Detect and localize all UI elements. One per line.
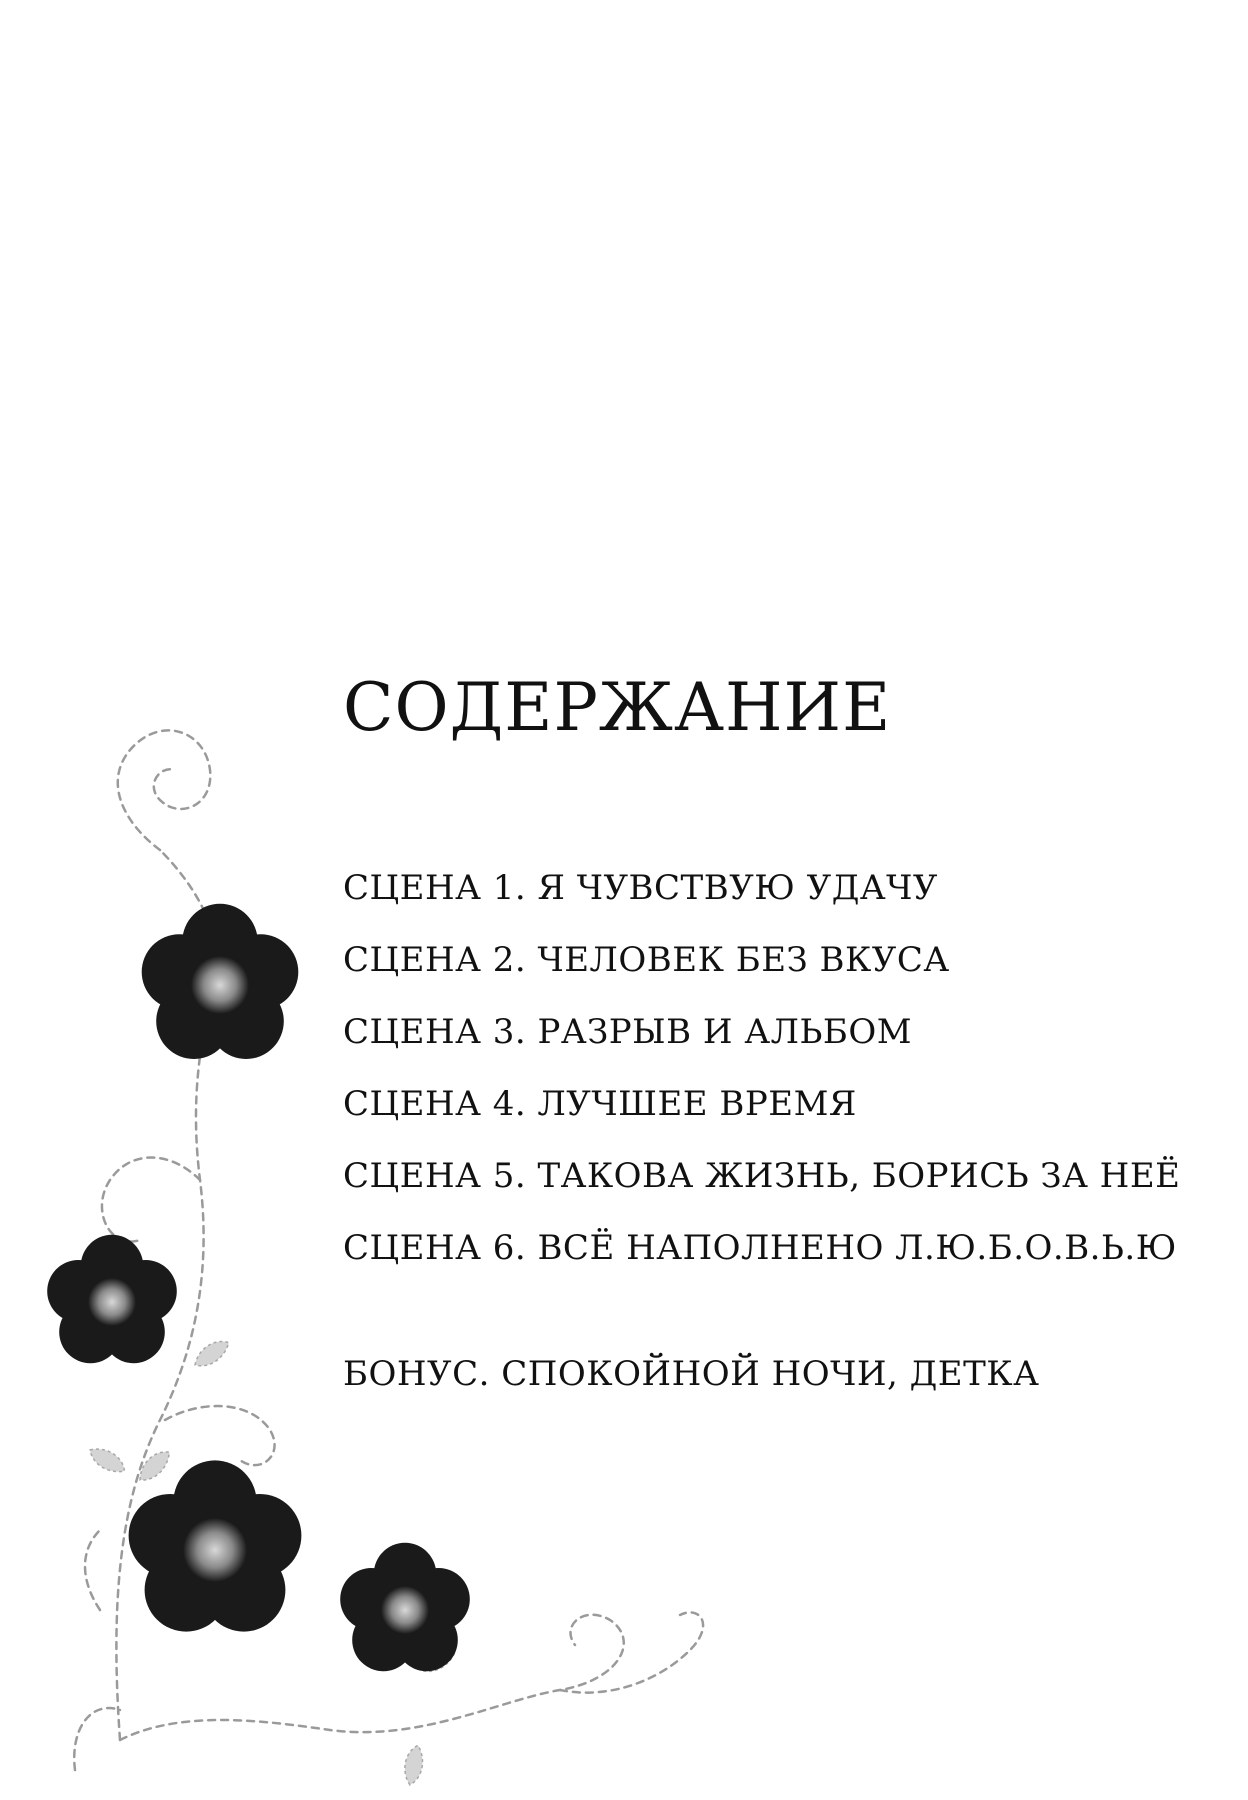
toc-item-scene-6[interactable]: СЦЕНА 6. ВСЁ НАПОЛНЕНО Л.Ю.Б.О.В.Ь.Ю	[343, 1228, 1177, 1268]
toc-item-scene-2[interactable]: СЦЕНА 2. ЧЕЛОВЕК БЕЗ ВКУСА	[343, 940, 950, 980]
toc-item-scene-5[interactable]: СЦЕНА 5. ТАКОВА ЖИЗНЬ, БОРИСЬ ЗА НЕЁ	[343, 1156, 1181, 1196]
toc-item-scene-4[interactable]: СЦЕНА 4. ЛУЧШЕЕ ВРЕМЯ	[343, 1084, 857, 1124]
page-title: СОДЕРЖАНИЕ	[343, 669, 892, 746]
toc-item-scene-1[interactable]: СЦЕНА 1. Я ЧУВСТВУЮ УДАЧУ	[343, 868, 938, 908]
toc-item-bonus[interactable]: БОНУС. СПОКОЙНОЙ НОЧИ, ДЕТКА	[343, 1354, 1040, 1394]
toc-item-scene-3[interactable]: СЦЕНА 3. РАЗРЫВ И АЛЬБОМ	[343, 1012, 913, 1052]
